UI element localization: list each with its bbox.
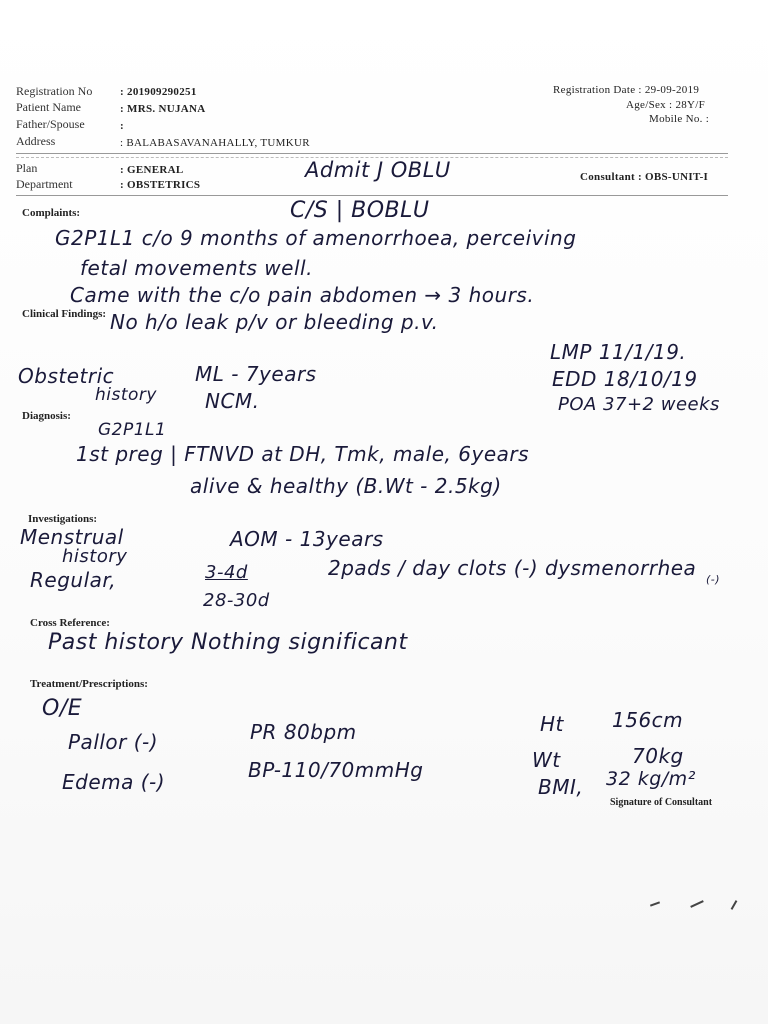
- age-sex: Age/Sex : 28Y/F: [626, 99, 706, 111]
- diagnosis-label: Diagnosis:: [22, 410, 71, 422]
- department-value: : OBSTETRICS: [120, 179, 201, 191]
- obstetric-label-1: Obstetric: [18, 364, 115, 388]
- complaint-line-3: Came with the c/o pain abdomen → 3 hours.: [70, 283, 535, 307]
- patient-name-label: Patient Name: [16, 100, 81, 114]
- age-of-menarche: AOM - 13years: [230, 527, 384, 551]
- investigations-label: Investigations:: [28, 513, 98, 525]
- reg-no-value: : 201909290251: [120, 86, 197, 98]
- cross-reference-label: Cross Reference:: [30, 617, 110, 629]
- stray-mark: [650, 901, 660, 906]
- height-value: 156cm: [612, 708, 684, 732]
- on-examination-label: O/E: [42, 696, 83, 721]
- dysmenorrhea-sign: (-): [706, 573, 721, 586]
- signature-of-consultant-label: Signature of Consultant: [610, 797, 713, 808]
- complaint-line-2: fetal movements well.: [80, 256, 313, 280]
- stray-mark: [731, 900, 738, 910]
- height-label: Ht: [540, 712, 564, 736]
- stray-mark: [690, 900, 704, 908]
- complaints-label: Complaints:: [22, 207, 81, 219]
- married-life-note: ML - 7years: [195, 362, 317, 386]
- edema-note: Edema (-): [62, 770, 166, 794]
- bmi-value: 32 kg/m²: [606, 768, 696, 790]
- edd-note: EDD 18/10/19: [552, 367, 698, 391]
- treatment-label: Treatment/Prescriptions:: [30, 678, 148, 690]
- gravida-note: G2P1L1: [98, 420, 167, 440]
- pallor-note: Pallor (-): [68, 730, 159, 754]
- complaints-title: C/S | BOBLU: [290, 198, 430, 223]
- handwritten-admit-note: Admit J OBLU: [305, 158, 451, 182]
- complaint-line-4: No h/o leak p/v or bleeding p.v.: [110, 310, 439, 334]
- weight-label: Wt: [532, 748, 561, 772]
- baby-weight-note: alive & healthy (B.Wt - 2.5kg): [190, 474, 502, 498]
- address-label: Address: [16, 134, 56, 148]
- pads-clots-note: 2pads / day clots (-) dysmenorrhea: [328, 556, 697, 580]
- pulse-rate-note: PR 80bpm: [250, 720, 357, 744]
- first-pregnancy-note: 1st preg | FTNVD at DH, Tmk, male, 6years: [76, 442, 530, 466]
- poa-note: POA 37+2 weeks: [558, 394, 720, 415]
- bmi-label: BMI,: [538, 775, 584, 799]
- department-label: Department: [16, 177, 73, 191]
- plan-value: : GENERAL: [120, 164, 184, 176]
- clinical-findings-label: Clinical Findings:: [22, 308, 107, 320]
- weight-value: 70kg: [632, 744, 684, 768]
- past-history-note: Past history Nothing significant: [48, 630, 408, 655]
- obstetric-label-2: history: [95, 385, 157, 405]
- mobile-no: Mobile No. :: [649, 113, 710, 125]
- cycle-interval: 28-30d: [203, 590, 270, 611]
- plan-divider: [16, 195, 728, 196]
- complaint-line-1: G2P1L1 c/o 9 months of amenorrhoea, perceiving: [55, 226, 577, 250]
- patient-name-value: : MRS. NUJANA: [120, 103, 206, 115]
- reg-no-label: Registration No: [16, 84, 93, 98]
- menstrual-label-2: history: [62, 546, 128, 567]
- father-spouse-label: Father/Spouse: [16, 117, 85, 131]
- header-divider: [16, 153, 728, 154]
- ncm-note: NCM.: [205, 389, 260, 413]
- registration-date: Registration Date : 29-09-2019: [553, 84, 700, 96]
- cycle-regular: Regular,: [30, 568, 117, 592]
- address-value: : BALABASAVANAHALLY, TUMKUR: [120, 137, 310, 149]
- blood-pressure-note: BP-110/70mmHg: [248, 758, 424, 782]
- father-spouse-value: :: [120, 120, 124, 132]
- cycle-duration: 3-4d: [205, 562, 248, 583]
- plan-label: Plan: [16, 161, 38, 175]
- lmp-note: LMP 11/1/19.: [550, 340, 687, 364]
- consultant-unit: Consultant : OBS-UNIT-I: [580, 171, 709, 183]
- menstrual-label-1: Menstrual: [20, 525, 124, 549]
